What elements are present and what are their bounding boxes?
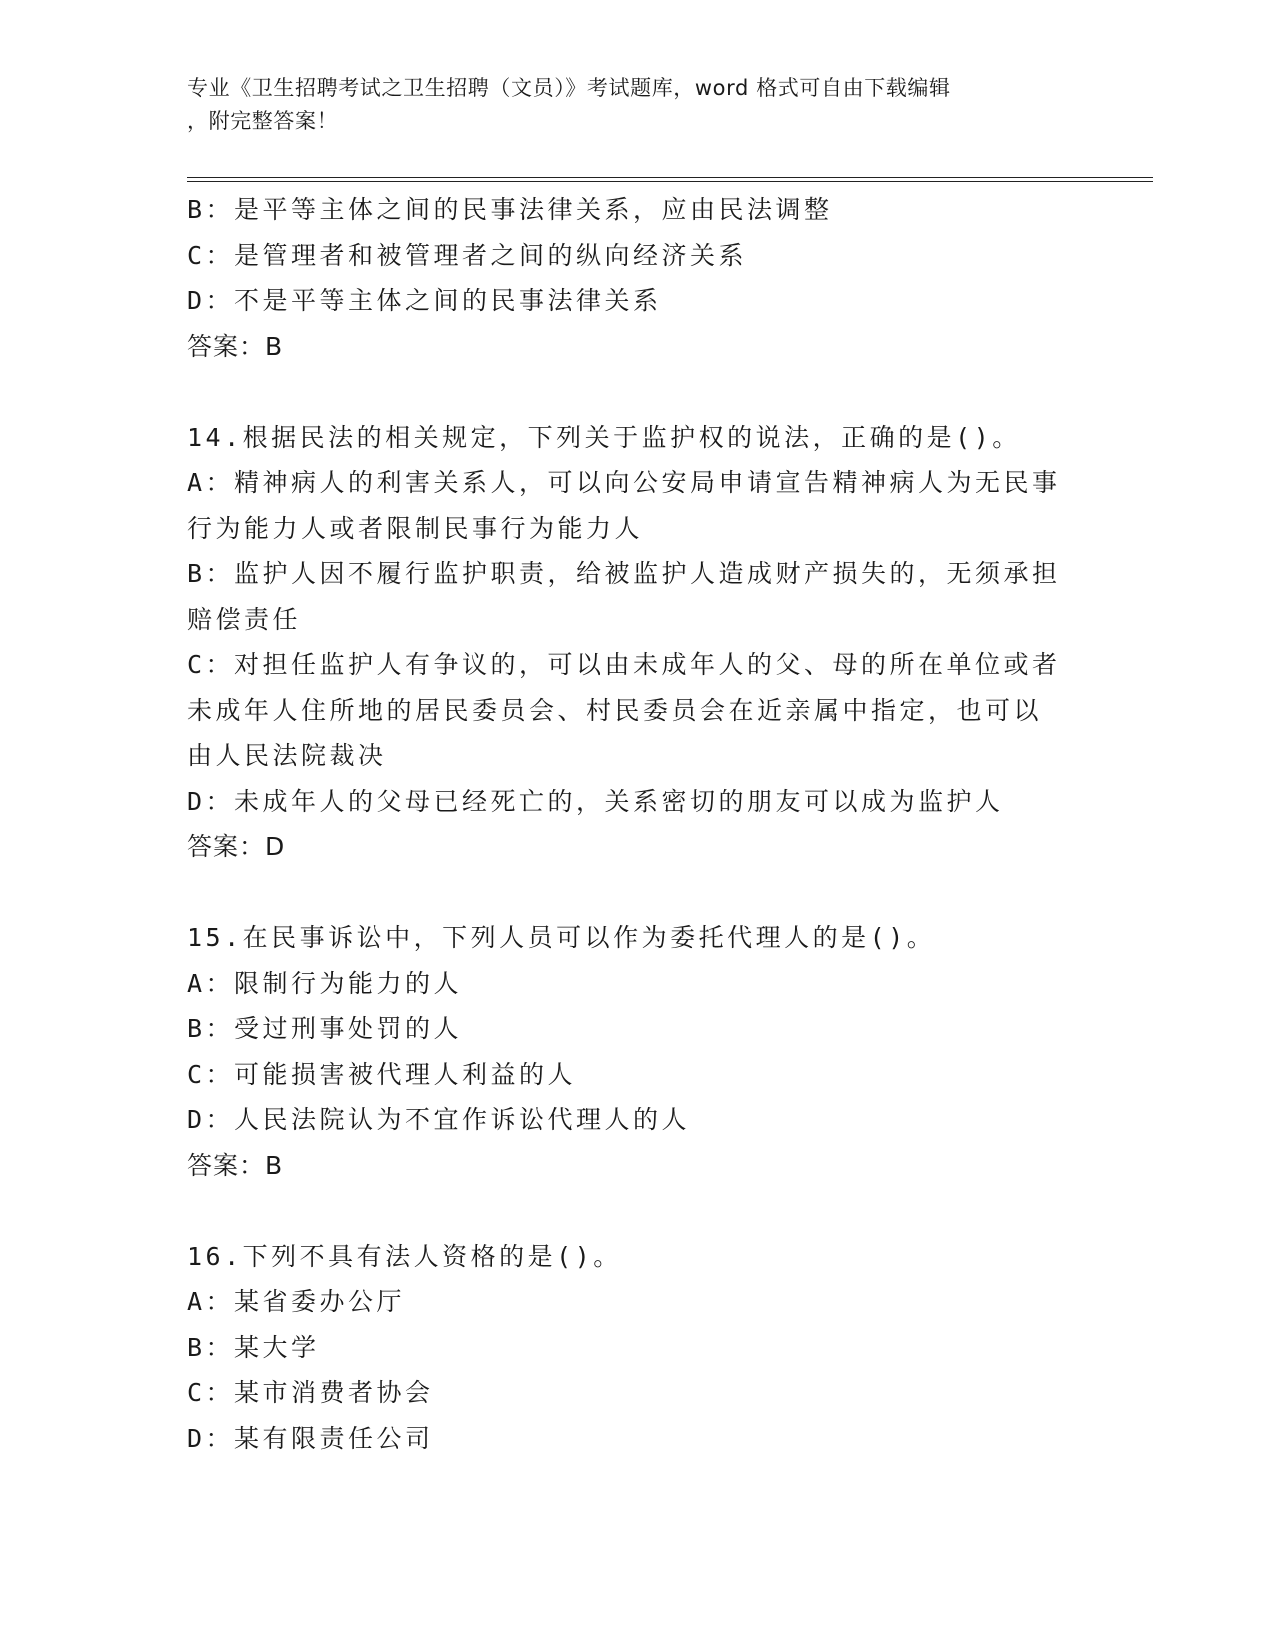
question-14	[187, 415, 1067, 870]
q14-stem: 14.根据民法的相关规定，下列关于监护权的说法，正确的是()。	[187, 422, 1021, 452]
q15-option-d: D：人民法院认为不宜作诉讼代理人的人	[187, 1105, 691, 1134]
q13-answer: 答案：B	[187, 331, 284, 361]
q15-option-a: A：限制行为能力的人	[187, 968, 463, 998]
question-16	[187, 1234, 1067, 1462]
q15-option-c: C：可能损害被代理人利益的人	[187, 1059, 577, 1089]
question-content	[187, 187, 1067, 1461]
header-divider-top	[187, 177, 1153, 178]
q13-option-d: D：不是平等主体之间的民事法律关系	[187, 286, 662, 315]
q13-option-c: C：是管理者和被管理者之间的纵向经济关系	[187, 240, 748, 270]
q14-option-a: A：精神病人的利害关系人，可以向公安局申请宣告精神病人为无民事行为能力人或者限制民事行为能力人	[187, 468, 1061, 543]
header-line-2: ，附完整答案！	[187, 109, 339, 133]
question-15	[187, 915, 1067, 1188]
q15-stem: 15.在民事诉讼中，下列人员可以作为委托代理人的是()。	[187, 923, 936, 952]
header-divider-bottom	[187, 181, 1153, 182]
q15-option-b: B：受过刑事处罚的人	[187, 1014, 463, 1043]
question-13-tail	[187, 187, 1067, 369]
q16-option-a: A：某省委办公厅	[187, 1287, 406, 1316]
document-header	[187, 72, 1067, 138]
q16-option-b: B：某大学	[187, 1332, 320, 1362]
q14-option-d: D：未成年人的父母已经死亡的，关系密切的朋友可以成为监护人	[187, 786, 1004, 816]
q16-stem: 16.下列不具有法人资格的是()。	[187, 1241, 622, 1271]
q14-answer: 答案：D	[187, 832, 286, 861]
header-line-1: 专业《卫生招聘考试之卫生招聘（文员）》考试题库，word 格式可自由下载编辑	[187, 76, 951, 100]
q16-option-c: C：某市消费者协会	[187, 1378, 434, 1407]
q16-option-d: D：某有限责任公司	[187, 1423, 434, 1453]
q14-option-b: B：监护人因不履行监护职责，给被监护人造成财产损失的，无须承担赔偿责任	[187, 559, 1061, 634]
q13-option-b: B：是平等主体之间的民事法律关系，应由民法调整	[187, 195, 833, 224]
q15-answer: 答案：B	[187, 1150, 284, 1180]
q14-option-c: C：对担任监护人有争议的，可以由未成年人的父、母的所在单位或者未成年人住所地的居民委员会、村民委员会在近亲属中指定，也可以由人民法院裁决	[187, 650, 1061, 770]
